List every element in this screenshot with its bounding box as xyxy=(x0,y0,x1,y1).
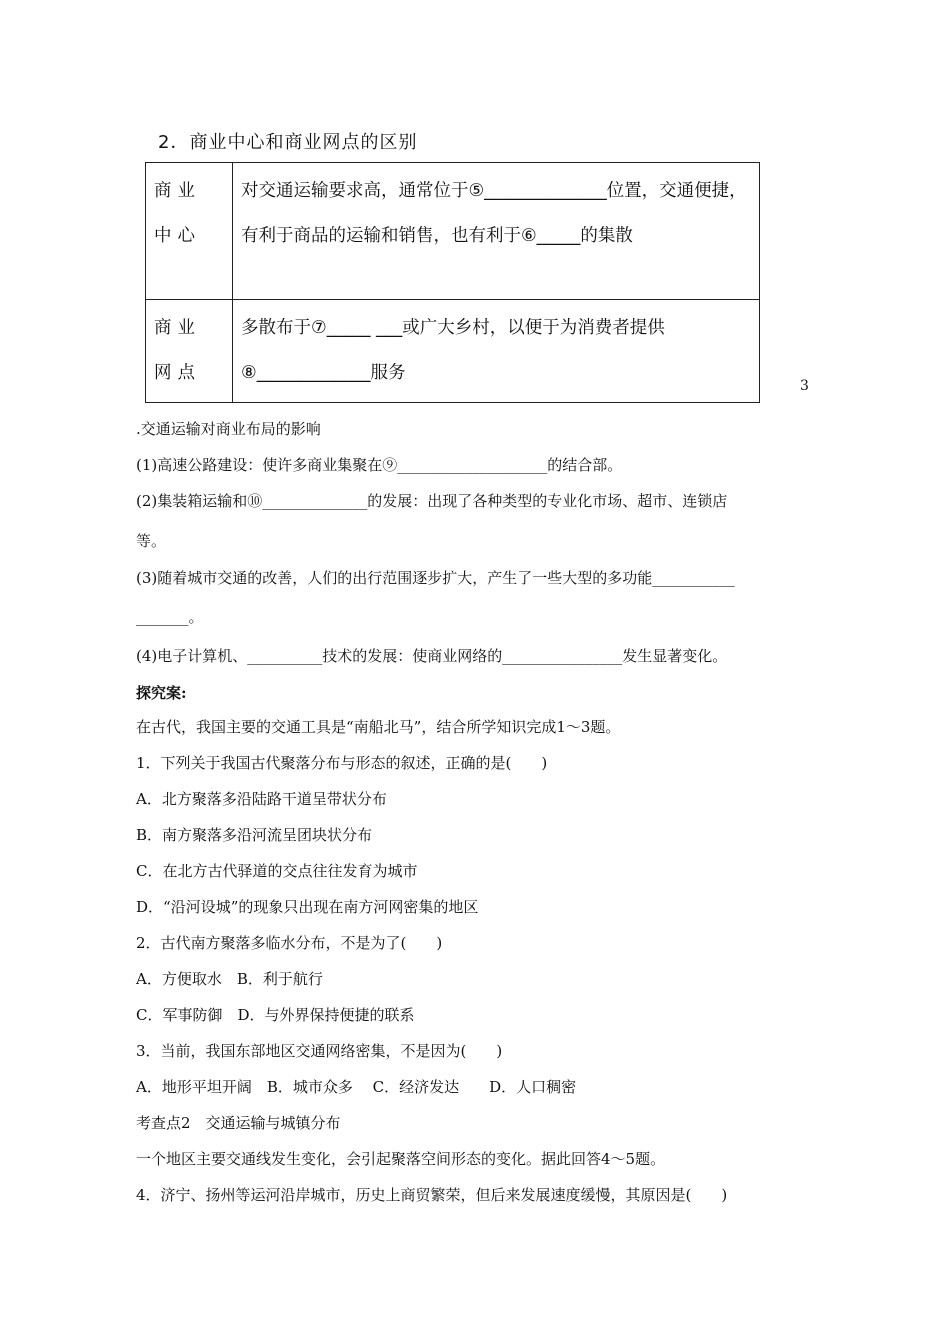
question: 4．济宁、扬州等运河沿岸城市，历史上商贸繁荣，但后来发展速度缓慢，其原因是( ) xyxy=(136,1186,728,1204)
text-line: _______。 xyxy=(136,608,204,626)
text-line: 在古代，我国主要的交通工具是“南船北马”，结合所学知识完成1～3题。 xyxy=(136,718,621,736)
text-line: (1)高速公路建设：使许多商业集聚在⑨____________________的结合部。 xyxy=(136,456,623,474)
option: C．军事防御 D．与外界保持便捷的联系 xyxy=(136,1006,415,1024)
table-cell: 对交通运输要求高，通常位于⑤______________位置，交通便捷，有利于商品的运输和销售，也有利于⑥_____的集散 xyxy=(233,163,760,300)
text-line: 等。 xyxy=(136,532,167,550)
section-title: 2．商业中心和商业网点的区别 xyxy=(158,132,418,153)
option: A．北方聚落多沿陆路干道呈带状分布 xyxy=(136,790,387,808)
question: 2．古代南方聚落多临水分布，不是为了( ) xyxy=(136,934,443,952)
option: B．南方聚落多沿河流呈团块状分布 xyxy=(136,826,373,844)
option: A．地形平坦开阔 B．城市众多 C．经济发达 D．人口稠密 xyxy=(136,1078,577,1096)
table-cell: 多散布于⑦_____ ___或广大乡村，以便于为消费者提供⑧_____________服务 xyxy=(233,300,760,403)
text-line: (3)随着城市交通的改善，人们的出行范围逐步扩大，产生了一些大型的多功能___________ xyxy=(136,569,735,587)
question: 1．下列关于我国古代聚落分布与形态的叙述，正确的是( ) xyxy=(136,754,548,772)
table-header-cell: 商业网点 xyxy=(146,300,233,403)
table-row xyxy=(146,300,760,403)
table-header-cell: 商业中心 xyxy=(146,163,233,300)
subsection-heading: 考查点2 交通运输与城镇分布 xyxy=(136,1114,341,1132)
text-line: .交通运输对商业布局的影响 xyxy=(136,420,321,438)
question: 3．当前，我国东部地区交通网络密集，不是因为( ) xyxy=(136,1042,503,1060)
option: C．在北方古代驿道的交点往往发育为城市 xyxy=(136,862,418,880)
section-heading: 探究案: xyxy=(136,684,187,702)
text-line: (2)集装箱运输和⑩______________的发展：出现了各种类型的专业化市场、超市、连锁店 xyxy=(136,492,728,510)
comparison-table xyxy=(145,162,760,403)
table-row xyxy=(146,163,760,300)
text-line: 一个地区主要交通线发生变化，会引起聚落空间形态的变化。据此回答4～5题。 xyxy=(136,1150,666,1168)
option: A．方便取水 B．利于航行 xyxy=(136,970,323,988)
option: D．“沿河设城”的现象只出现在南方河网密集的地区 xyxy=(136,898,479,916)
text-line: (4)电子计算机、__________技术的发展：使商业网络的________________发生显著变化。 xyxy=(136,647,728,665)
page-number: 3 xyxy=(800,378,809,394)
